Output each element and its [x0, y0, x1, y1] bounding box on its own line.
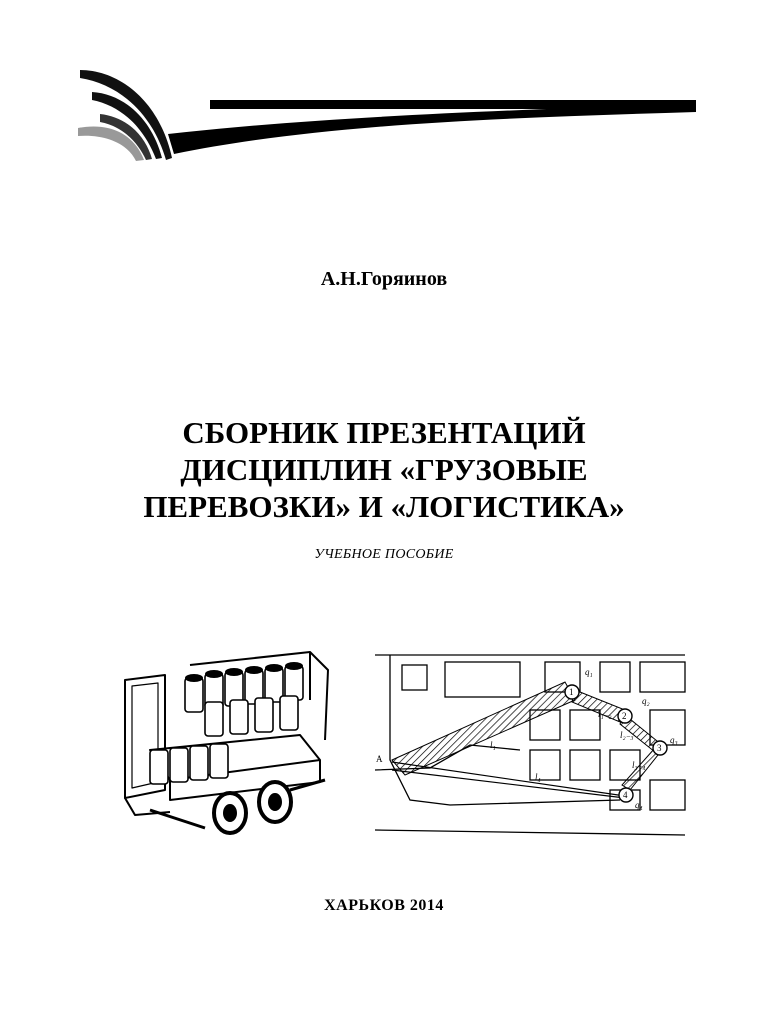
l34-label: l₃₋₄ [632, 760, 646, 770]
node-label-3: 3 [657, 743, 662, 753]
author-name: А.Н.Горяинов [320, 268, 448, 290]
swoosh-icon [78, 70, 696, 161]
q2-label: q₂ [642, 696, 650, 706]
book-title [0, 414, 768, 525]
node-label-2: 2 [622, 711, 627, 721]
origin-label: A [376, 754, 383, 764]
book-subtitle: УЧЕБНОЕ ПОСОБИЕ [314, 547, 454, 562]
city-year: ХАРЬКОВ 2014 [324, 897, 444, 914]
node-label-1: 1 [569, 687, 574, 697]
l12-label: l₁₋₂ [598, 709, 612, 719]
node-label-4: 4 [623, 790, 628, 800]
l4-label: l₄ [535, 772, 541, 782]
title-line-2: ДИСЦИПЛИН «ГРУЗОВЫЕ [180, 452, 588, 487]
l23-label: l₂₋₃ [620, 730, 634, 740]
loaded-truck-illustration [110, 640, 345, 840]
q1-label: q₁ [585, 667, 593, 677]
q3-label: q₃ [670, 735, 678, 745]
title-line-3: ПЕРЕВОЗКИ» И «ЛОГИСТИКА» [143, 489, 625, 524]
publisher-logo [70, 62, 700, 172]
l1-label: l₁ [490, 740, 496, 750]
q4-label: q₄ [635, 800, 643, 810]
route-map-diagram [370, 650, 690, 840]
title-line-1: СБОРНИК ПРЕЗЕНТАЦИЙ [182, 415, 586, 450]
